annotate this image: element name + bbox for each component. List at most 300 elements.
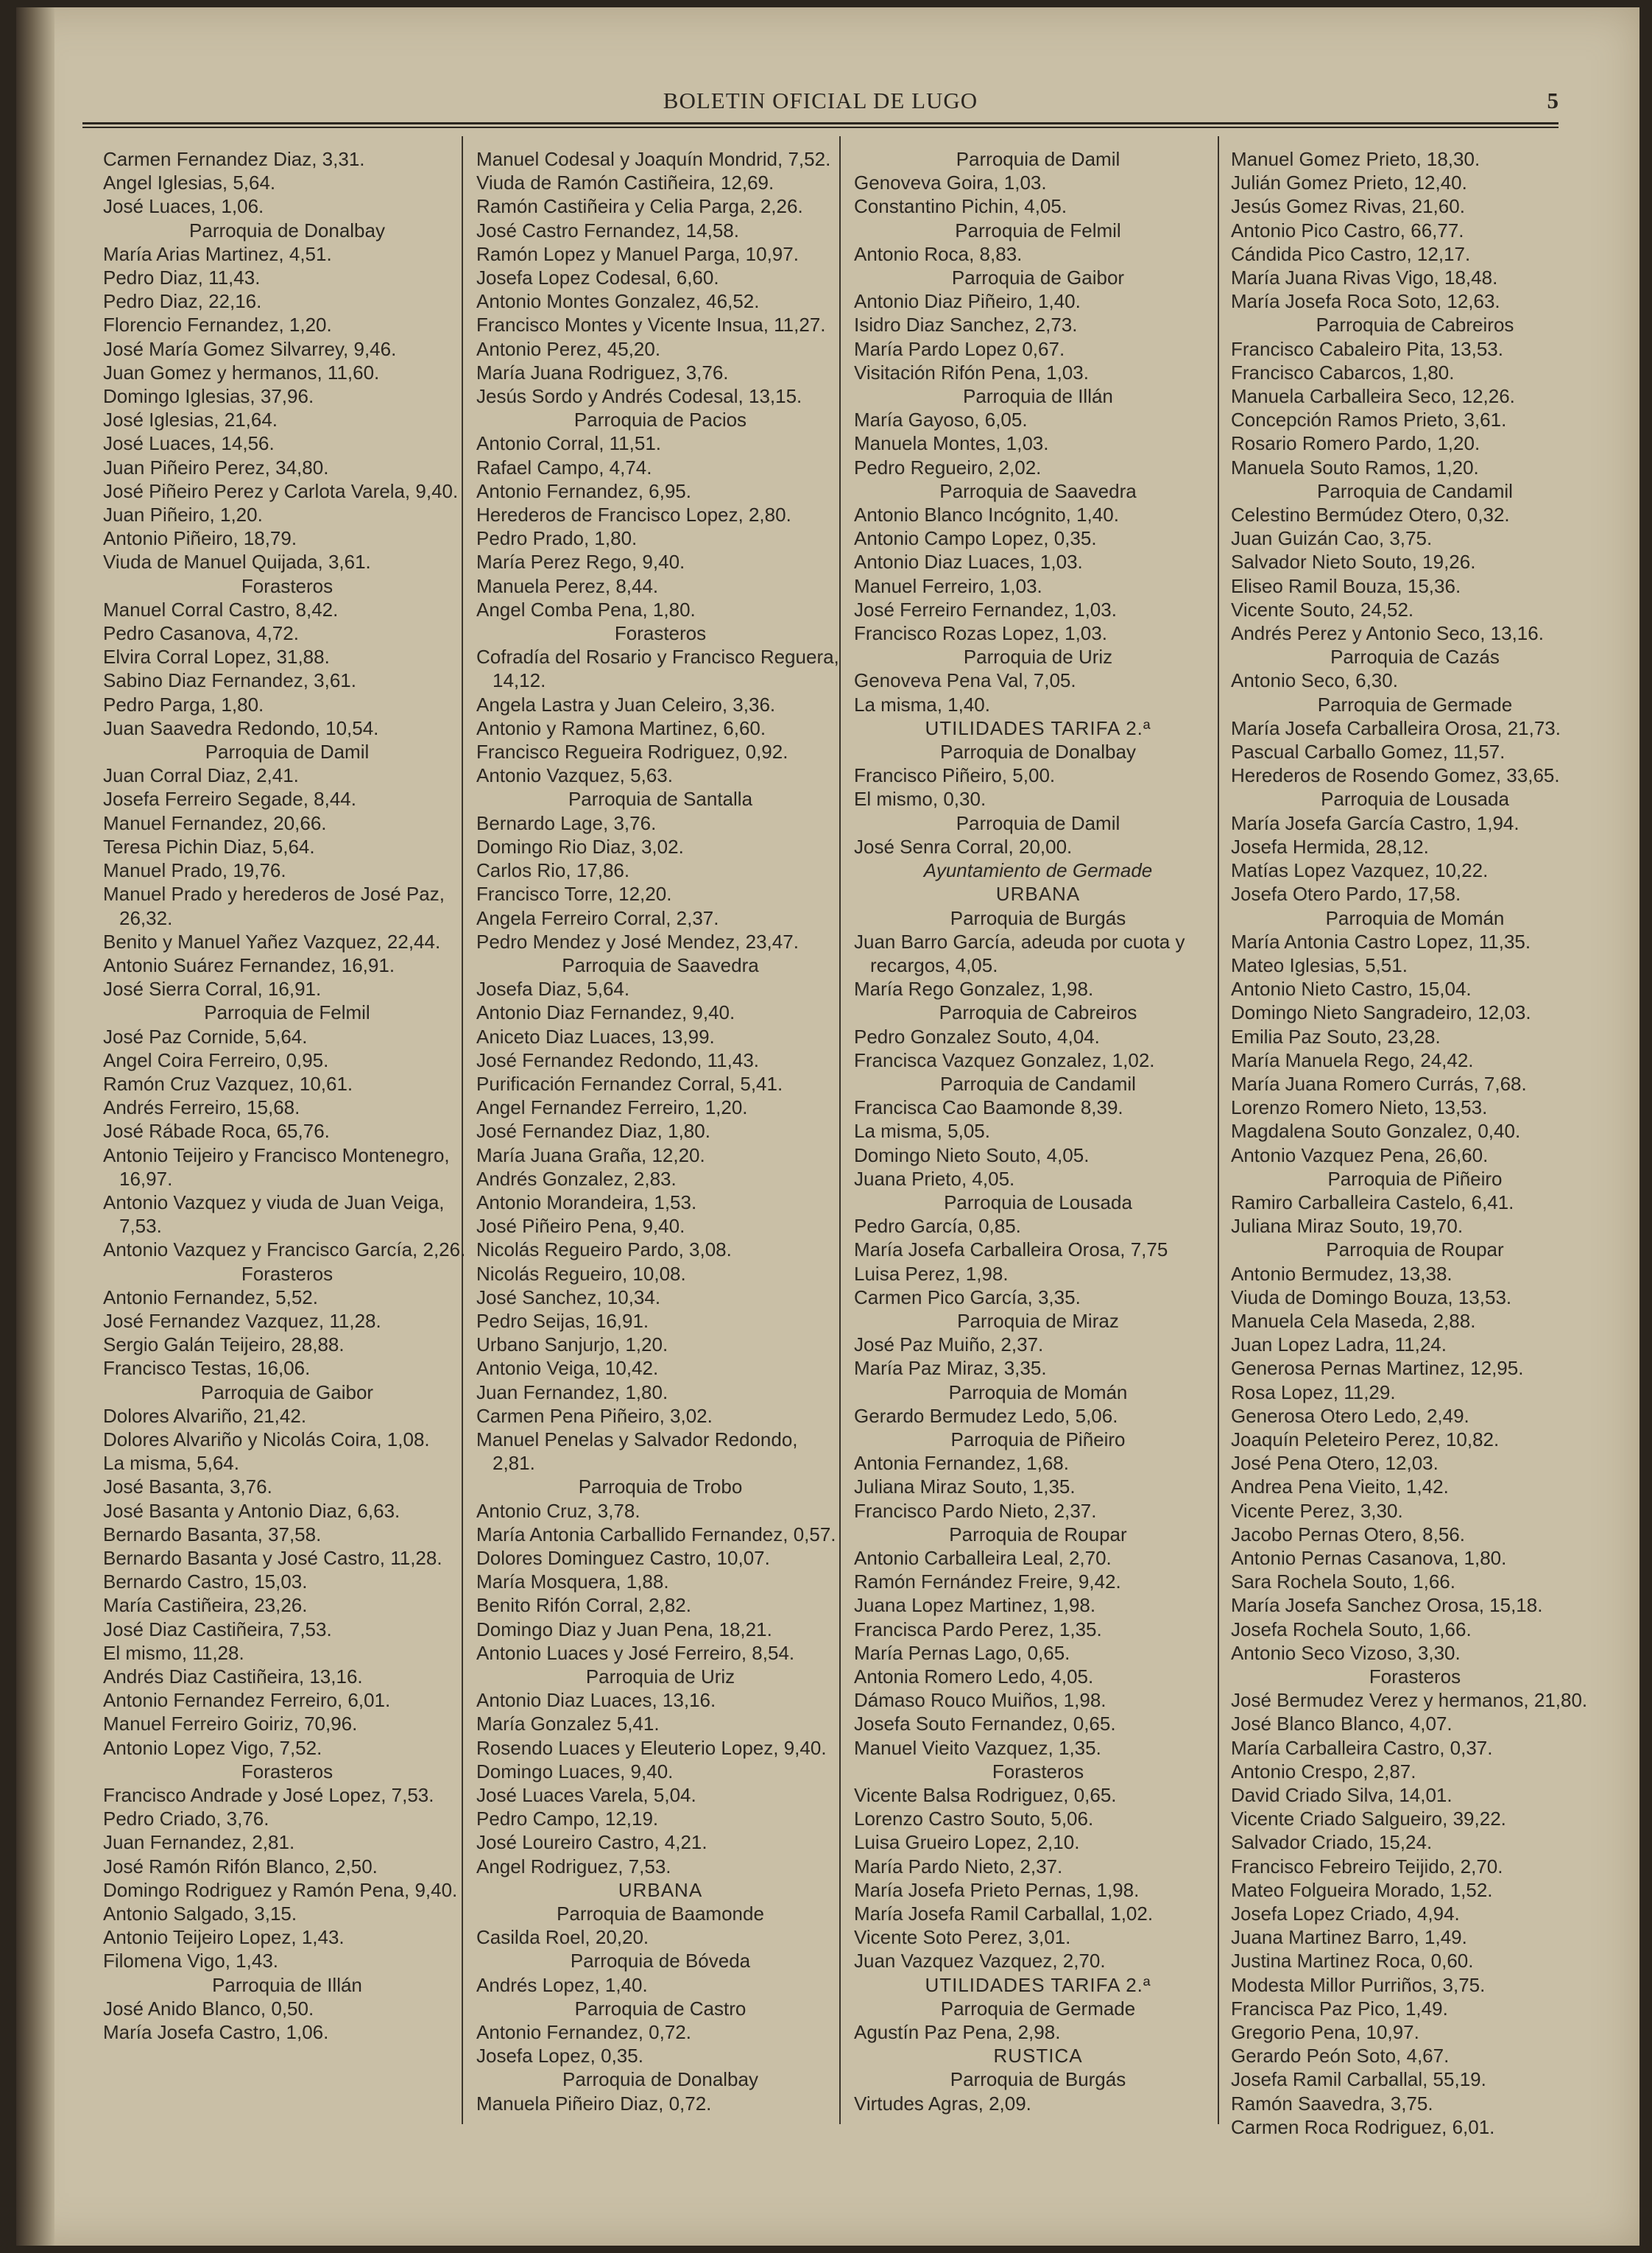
list-entry: Juan Vazquez Vazquez, 2,70.: [854, 1950, 1106, 1972]
list-entry: Juana Prieto, 4,05.: [854, 1167, 1015, 1190]
list-entry: David Criado Silva, 14,01.: [1231, 1784, 1452, 1807]
list-entry: José Luaces Varela, 5,04.: [476, 1784, 696, 1807]
list-entry: José Castro Fernandez, 14,58.: [476, 219, 739, 241]
list-entry: Francisca Cao Baamonde 8,39.: [854, 1096, 1123, 1119]
list-entry: Francisco Testas, 16,06.: [103, 1357, 311, 1380]
list-entry: Luisa Grueiro Lopez, 2,10.: [854, 1831, 1080, 1854]
list-entry: Dolores Dominguez Castro, 10,07.: [476, 1546, 770, 1569]
list-entry: Domingo Rodriguez y Ramón Pena, 9,40.: [103, 1878, 458, 1901]
list-entry: Nicolás Regueiro Pardo, 3,08.: [476, 1238, 732, 1261]
list-entry: Antonio Diaz Piñeiro, 1,40.: [854, 290, 1081, 313]
list-entry: Francisca Paz Pico, 1,49.: [1231, 1997, 1448, 2020]
list-entry: Juana Lopez Martinez, 1,98.: [854, 1594, 1096, 1617]
list-entry: Juan Fernandez, 1,80.: [476, 1381, 668, 1403]
list-entry: Andrés Lopez, 1,40.: [476, 1973, 648, 1996]
list-entry: José Rábade Roca, 65,76.: [103, 1120, 330, 1143]
section-heading: Parroquia de Roupar: [949, 1523, 1127, 1545]
section-heading: Parroquia de Cazás: [1330, 646, 1500, 669]
list-entry: Rosendo Luaces y Eleuterio Lopez, 9,40.: [476, 1736, 827, 1759]
list-entry: Antonio Bermudez, 13,38.: [1231, 1262, 1452, 1285]
list-entry: Angela Ferreiro Corral, 2,37.: [476, 906, 719, 929]
list-entry: Antonio Teijeiro y Francisco Montenegro, 16,97.: [103, 1143, 450, 1190]
text-column-2: [476, 147, 844, 2120]
list-entry: Pedro Prado, 1,80.: [476, 527, 638, 550]
list-entry: Purificación Fernandez Corral, 5,41.: [476, 1072, 783, 1095]
list-entry: Manuela Montes, 1,03.: [854, 432, 1049, 455]
list-entry: María Antonia Castro Lopez, 11,35.: [1231, 930, 1531, 953]
list-entry: Antonia Fernandez, 1,68.: [854, 1452, 1069, 1475]
list-entry: Andrea Pena Vieito, 1,42.: [1231, 1475, 1449, 1498]
list-entry: Manuel Fernandez, 20,66.: [103, 811, 327, 834]
list-entry: José Sanchez, 10,34.: [476, 1286, 661, 1308]
list-entry: Josefa Souto Fernandez, 0,65.: [854, 1713, 1116, 1735]
list-entry: Pedro Campo, 12,19.: [476, 1808, 659, 1830]
list-entry: Manuela Souto Ramos, 1,20.: [1231, 456, 1479, 479]
list-entry: María Josefa Ramil Carballal, 1,02.: [854, 1903, 1154, 1925]
list-entry: Pedro Criado, 3,76.: [103, 1808, 269, 1830]
list-entry: Antonio Perez, 45,20.: [476, 337, 661, 360]
section-heading: Forasteros: [1369, 1665, 1461, 1688]
list-entry: Pedro Mendez y José Mendez, 23,47.: [476, 930, 799, 953]
list-entry: José Anido Blanco, 0,50.: [103, 1997, 314, 2020]
list-entry: La misma, 5,05.: [854, 1120, 990, 1143]
section-heading: Forasteros: [614, 622, 707, 645]
section-heading: Parroquia de Burgás: [950, 2068, 1126, 2091]
list-entry: José Piñeiro Perez y Carlota Varela, 9,40.: [103, 479, 459, 502]
list-entry: María Juana Rodriguez, 3,76.: [476, 361, 729, 384]
list-entry: Carmen Pena Piñeiro, 3,02.: [476, 1404, 713, 1427]
list-entry: Sara Rochela Souto, 1,66.: [1231, 1570, 1455, 1593]
list-entry: José Basanta y Antonio Diaz, 6,63.: [103, 1499, 400, 1522]
list-entry: Lorenzo Romero Nieto, 13,53.: [1231, 1096, 1488, 1119]
list-entry: Gerardo Peón Soto, 4,67.: [1231, 2045, 1450, 2067]
list-entry: José María Gomez Silvarrey, 9,46.: [103, 337, 397, 360]
list-entry: José Piñeiro Pena, 9,40.: [476, 1215, 685, 1238]
section-heading: Ayuntamiento de Germade: [923, 859, 1153, 882]
section-heading: RUSTICA: [993, 2045, 1083, 2067]
list-entry: Viuda de Ramón Castiñeira, 12,69.: [476, 172, 774, 194]
list-entry: Visitación Rifón Pena, 1,03.: [854, 361, 1089, 384]
list-entry: Antonio Veiga, 10,42.: [476, 1357, 659, 1380]
list-entry: Jesús Gomez Rivas, 21,60.: [1231, 195, 1465, 218]
list-entry: Ramiro Carballeira Castelo, 6,41.: [1231, 1191, 1514, 1213]
list-entry: Genoveva Goira, 1,03.: [854, 172, 1047, 194]
list-entry: Manuel Ferreiro Goiriz, 70,96.: [103, 1713, 358, 1735]
section-heading: URBANA: [995, 883, 1081, 906]
list-entry: María Josefa García Castro, 1,94.: [1231, 811, 1519, 834]
list-entry: María Mosquera, 1,88.: [476, 1570, 669, 1593]
list-entry: Juan Lopez Ladra, 11,24.: [1231, 1333, 1447, 1356]
list-entry: Bernardo Lage, 3,76.: [476, 811, 657, 834]
list-entry: Angel Fernandez Ferreiro, 1,20.: [476, 1096, 748, 1119]
list-entry: Juan Piñeiro, 1,20.: [103, 504, 263, 526]
list-entry: José Luaces, 1,06.: [103, 195, 264, 218]
list-entry: Francisco Montes y Vicente Insua, 11,27.: [476, 314, 826, 336]
section-heading: Parroquia de Bóveda: [570, 1950, 751, 1972]
list-entry: María Juana Graña, 12,20.: [476, 1143, 705, 1166]
section-heading: Parroquia de Pacios: [573, 409, 747, 431]
section-heading: Parroquia de Donalbay: [189, 219, 385, 241]
list-entry: José Paz Cornide, 5,64.: [103, 1025, 308, 1048]
list-entry: Antonio Vazquez y Francisco García, 2,26.: [103, 1238, 466, 1261]
list-entry: Francisco Piñeiro, 5,00.: [854, 764, 1056, 787]
list-entry: Josefa Rochela Souto, 1,66.: [1231, 1618, 1472, 1640]
list-entry: José Fernandez Diaz, 1,80.: [476, 1120, 710, 1143]
list-entry: Jacobo Pernas Otero, 8,56.: [1231, 1523, 1465, 1545]
list-entry: Manuel Corral Castro, 8,42.: [103, 598, 339, 621]
list-entry: Antonio Montes Gonzalez, 46,52.: [476, 290, 760, 313]
list-entry: Josefa Lopez Codesal, 6,60.: [476, 267, 719, 289]
list-entry: Vicente Souto, 24,52.: [1231, 598, 1414, 621]
section-heading: Parroquia de Damil: [205, 741, 370, 764]
list-entry: Elvira Corral Lopez, 31,88.: [103, 646, 330, 669]
list-entry: Francisca Pardo Perez, 1,35.: [854, 1618, 1102, 1640]
list-entry: Rosario Romero Pardo, 1,20.: [1231, 432, 1480, 455]
list-entry: Francisco Regueira Rodriguez, 0,92.: [476, 741, 788, 764]
list-entry: Pedro Parga, 1,80.: [103, 693, 264, 716]
list-entry: Domingo Nieto Sangradeiro, 12,03.: [1231, 1001, 1531, 1024]
list-entry: Mateo Iglesias, 5,51.: [1231, 953, 1408, 976]
list-entry: Concepción Ramos Prieto, 3,61.: [1231, 409, 1507, 431]
list-entry: María Gonzalez 5,41.: [476, 1713, 660, 1735]
list-entry: Pedro Regueiro, 2,02.: [854, 456, 1042, 479]
list-entry: Antonio Crespo, 2,87.: [1231, 1760, 1416, 1783]
list-entry: María Pardo Nieto, 2,37.: [854, 1855, 1063, 1878]
list-entry: Antonio Teijeiro Lopez, 1,43.: [103, 1926, 345, 1949]
list-entry: Antonio Fernandez Ferreiro, 6,01.: [103, 1689, 391, 1712]
list-entry: Ramón Lopez y Manuel Parga, 10,97.: [476, 242, 799, 265]
list-entry: Antonio Nieto Castro, 15,04.: [1231, 978, 1472, 1001]
section-heading: Forasteros: [992, 1760, 1084, 1783]
list-entry: Francisco Rozas Lopez, 1,03.: [854, 622, 1107, 645]
list-entry: Bernardo Basanta, 37,58.: [103, 1523, 322, 1545]
list-entry: Pedro García, 0,85.: [854, 1215, 1021, 1238]
list-entry: Modesta Millor Purriños, 3,75.: [1231, 1973, 1486, 1996]
list-entry: José Ramón Rifón Blanco, 2,50.: [103, 1855, 378, 1878]
list-entry: Joaquín Peleteiro Perez, 10,82.: [1231, 1428, 1500, 1450]
page-binding-edge: [16, 7, 54, 2246]
list-entry: María Arias Martinez, 4,51.: [103, 242, 332, 265]
list-entry: José Fernandez Redondo, 11,43.: [476, 1048, 760, 1071]
list-entry: Bernardo Castro, 15,03.: [103, 1570, 308, 1593]
list-entry: Generosa Otero Ledo, 2,49.: [1231, 1404, 1469, 1427]
list-entry: Antonio Vazquez Pena, 26,60.: [1231, 1143, 1489, 1166]
section-heading: Parroquia de Damil: [956, 811, 1120, 834]
list-entry: Manuel Prado, 19,76.: [103, 859, 286, 882]
section-heading: UTILIDADES TARIFA 2.ª: [925, 716, 1151, 739]
list-entry: Manuela Carballeira Seco, 12,26.: [1231, 385, 1515, 408]
list-entry: Pedro Seijas, 16,91.: [476, 1309, 649, 1332]
list-entry: Celestino Bermúdez Otero, 0,32.: [1231, 504, 1510, 526]
list-entry: Juan Saavedra Redondo, 10,54.: [103, 716, 379, 739]
list-entry: María Gayoso, 6,05.: [854, 409, 1028, 431]
list-entry: Manuel Codesal y Joaquín Mondrid, 7,52.: [476, 148, 831, 170]
list-entry: María Josefa Carballeira Orosa, 21,73.: [1231, 716, 1561, 739]
list-entry: Carmen Pico García, 3,35.: [854, 1286, 1081, 1308]
list-entry: María Josefa Sanchez Orosa, 15,18.: [1231, 1594, 1543, 1617]
list-entry: Antonio Pico Castro, 66,77.: [1231, 219, 1464, 241]
list-entry: María Perez Rego, 9,40.: [476, 551, 685, 574]
list-entry: Josefa Diaz, 5,64.: [476, 978, 630, 1001]
section-heading: Parroquia de Candamil: [940, 1072, 1136, 1095]
list-entry: Sergio Galán Teijeiro, 28,88.: [103, 1333, 345, 1356]
section-heading: Parroquia de Santalla: [568, 788, 753, 811]
section-heading: Parroquia de Piñeiro: [950, 1428, 1126, 1450]
section-heading: Parroquia de Baamonde: [557, 1903, 764, 1925]
page-header: [82, 85, 1559, 117]
section-heading: Forasteros: [241, 1760, 333, 1783]
section-heading: Parroquia de Piñeiro: [1327, 1167, 1503, 1190]
list-entry: María Castiñeira, 23,26.: [103, 1594, 308, 1617]
list-entry: Angel Iglesias, 5,64.: [103, 172, 276, 194]
list-entry: Josefa Hermida, 28,12.: [1231, 835, 1429, 858]
list-entry: José Loureiro Castro, 4,21.: [476, 1831, 707, 1854]
list-entry: Antonia Romero Ledo, 4,05.: [854, 1665, 1094, 1688]
list-entry: Josefa Ramil Carballal, 55,19.: [1231, 2068, 1486, 2091]
page-number: 5: [1547, 88, 1559, 113]
section-heading: Parroquia de Donalbay: [940, 741, 1136, 764]
list-entry: Dámaso Rouco Muiños, 1,98.: [854, 1689, 1106, 1712]
list-entry: Ramón Fernández Freire, 9,42.: [854, 1570, 1121, 1593]
section-heading: Parroquia de Gaibor: [200, 1381, 374, 1403]
section-heading: Parroquia de Cabreiros: [1316, 314, 1514, 336]
list-entry: Juan Corral Diaz, 2,41.: [103, 764, 299, 787]
list-entry: Antonio Blanco Incógnito, 1,40.: [854, 504, 1119, 526]
list-entry: Herederos de Francisco Lopez, 2,80.: [476, 504, 791, 526]
list-entry: María Paz Miraz, 3,35.: [854, 1357, 1047, 1380]
list-entry: Antonio Lopez Vigo, 7,52.: [103, 1736, 322, 1759]
list-entry: Casilda Roel, 20,20.: [476, 1926, 649, 1949]
section-heading: Parroquia de Damil: [956, 148, 1120, 170]
list-entry: María Juana Rivas Vigo, 18,48.: [1231, 267, 1498, 289]
list-entry: Josefa Lopez Criado, 4,94.: [1231, 1903, 1460, 1925]
list-entry: Filomena Vigo, 1,43.: [103, 1950, 278, 1972]
list-entry: Aniceto Diaz Luaces, 13,99.: [476, 1025, 715, 1048]
list-entry: Matías Lopez Vazquez, 10,22.: [1231, 859, 1489, 882]
list-entry: Cándida Pico Castro, 12,17.: [1231, 242, 1471, 265]
list-entry: Jesús Sordo y Andrés Codesal, 13,15.: [476, 385, 802, 408]
section-heading: Forasteros: [241, 574, 333, 597]
list-entry: Gregorio Pena, 10,97.: [1231, 2021, 1419, 2044]
list-entry: Pedro Diaz, 11,43.: [103, 267, 261, 289]
list-entry: Lorenzo Castro Souto, 5,06.: [854, 1808, 1094, 1830]
list-entry: Andrés Gonzalez, 2,83.: [476, 1167, 677, 1190]
newspaper-page: [16, 7, 1639, 2246]
list-entry: Herederos de Rosendo Gomez, 33,65.: [1231, 764, 1560, 787]
list-entry: José Blanco Blanco, 4,07.: [1231, 1713, 1452, 1735]
list-entry: Salvador Criado, 15,24.: [1231, 1831, 1433, 1854]
list-entry: Antonio Fernandez, 5,52.: [103, 1286, 318, 1308]
list-entry: Antonio Vazquez, 5,63.: [476, 764, 673, 787]
list-entry: Antonio Luaces y José Ferreiro, 8,54.: [476, 1641, 795, 1664]
list-entry: Pedro Diaz, 22,16.: [103, 290, 262, 313]
section-heading: UTILIDADES TARIFA 2.ª: [925, 1973, 1151, 1996]
list-entry: Francisco Febreiro Teijido, 2,70.: [1231, 1855, 1503, 1878]
header-rule: [82, 122, 1559, 124]
list-entry: Ramón Saavedra, 3,75.: [1231, 2092, 1433, 2115]
section-heading: Parroquia de Gaibor: [951, 267, 1125, 289]
section-heading: URBANA: [618, 1878, 703, 1901]
list-entry: Juan Gomez y hermanos, 11,60.: [103, 361, 380, 384]
list-entry: Francisco Torre, 12,20.: [476, 883, 672, 906]
list-entry: María Pernas Lago, 0,65.: [854, 1641, 1070, 1664]
list-entry: María Juana Romero Currás, 7,68.: [1231, 1072, 1527, 1095]
text-column-3: [854, 147, 1222, 2120]
list-entry: María Pardo Lopez 0,67.: [854, 337, 1065, 360]
list-entry: Antonio Campo Lopez, 0,35.: [854, 527, 1097, 550]
list-entry: Genoveva Pena Val, 7,05.: [854, 669, 1076, 692]
section-heading: Parroquia de Donalbay: [562, 2068, 758, 2091]
section-heading: Parroquia de Lousada: [1321, 788, 1509, 811]
list-entry: Juliana Miraz Souto, 1,35.: [854, 1475, 1076, 1498]
list-entry: Dolores Alvariño, 21,42.: [103, 1404, 307, 1427]
list-entry: María Rego Gonzalez, 1,98.: [854, 978, 1094, 1001]
list-entry: Juan Piñeiro Perez, 34,80.: [103, 456, 329, 479]
list-entry: Domingo Luaces, 9,40.: [476, 1760, 674, 1783]
list-entry: Francisco Cabarcos, 1,80.: [1231, 361, 1455, 384]
list-entry: Antonio Salgado, 3,15.: [103, 1903, 297, 1925]
section-heading: Parroquia de Burgás: [950, 906, 1126, 929]
list-entry: Julián Gomez Prieto, 12,40.: [1231, 172, 1467, 194]
list-entry: Juana Martinez Barro, 1,49.: [1231, 1926, 1467, 1949]
list-entry: Antonio Cruz, 3,78.: [476, 1499, 640, 1522]
text-column-4: [1231, 147, 1599, 2138]
section-heading: Parroquia de Trobo: [578, 1475, 743, 1498]
list-entry: Juan Fernandez, 2,81.: [103, 1831, 295, 1854]
list-entry: Antonio Morandeira, 1,53.: [476, 1191, 697, 1213]
list-entry: Andrés Perez y Antonio Seco, 13,16.: [1231, 622, 1544, 645]
list-entry: Mateo Folgueira Morado, 1,52.: [1231, 1878, 1493, 1901]
list-entry: Eliseo Ramil Bouza, 15,36.: [1231, 574, 1461, 597]
list-entry: Angel Coira Ferreiro, 0,95.: [103, 1048, 329, 1071]
list-entry: Teresa Pichin Diaz, 5,64.: [103, 835, 315, 858]
list-entry: Antonio Suárez Fernandez, 16,91.: [103, 953, 395, 976]
list-entry: José Pena Otero, 12,03.: [1231, 1452, 1439, 1475]
list-entry: Josefa Lopez, 0,35.: [476, 2045, 643, 2067]
section-heading: Parroquia de Germade: [940, 1997, 1136, 2020]
list-entry: Ramón Cruz Vazquez, 10,61.: [103, 1072, 353, 1095]
list-entry: José Sierra Corral, 16,91.: [103, 978, 322, 1001]
list-entry: Vicente Balsa Rodriguez, 0,65.: [854, 1784, 1117, 1807]
section-heading: Parroquia de Momán: [948, 1381, 1128, 1403]
list-entry: José Bermudez Verez y hermanos, 21,80.: [1231, 1689, 1588, 1712]
list-entry: Angela Lastra y Juan Celeiro, 3,36.: [476, 693, 776, 716]
list-entry: Domingo Diaz y Juan Pena, 18,21.: [476, 1618, 772, 1640]
list-entry: Florencio Fernandez, 1,20.: [103, 314, 332, 336]
list-entry: Manuel Prado y herederos de José Paz, 26,32.: [103, 883, 445, 929]
list-entry: Manuel Ferreiro, 1,03.: [854, 574, 1042, 597]
list-entry: Sabino Diaz Fernandez, 3,61.: [103, 669, 356, 692]
list-entry: Domingo Rio Diaz, 3,02.: [476, 835, 684, 858]
list-entry: Antonio Roca, 8,83.: [854, 242, 1023, 265]
list-entry: María Josefa Prieto Pernas, 1,98.: [854, 1878, 1140, 1901]
section-heading: Parroquia de Miraz: [957, 1309, 1119, 1332]
list-entry: Josefa Ferreiro Segade, 8,44.: [103, 788, 356, 811]
list-entry: Virtudes Agras, 2,09.: [854, 2092, 1031, 2115]
list-entry: Carmen Fernandez Diaz, 3,31.: [103, 148, 365, 170]
list-entry: Manuela Cela Maseda, 2,88.: [1231, 1309, 1476, 1332]
list-entry: Isidro Diaz Sanchez, 2,73.: [854, 314, 1078, 336]
list-entry: Gerardo Bermudez Ledo, 5,06.: [854, 1404, 1118, 1427]
list-entry: Justina Martinez Roca, 0,60.: [1231, 1950, 1474, 1972]
list-entry: Agustín Paz Pena, 2,98.: [854, 2021, 1061, 2044]
section-heading: Parroquia de Lousada: [944, 1191, 1132, 1213]
list-entry: Antonio y Ramona Martinez, 6,60.: [476, 716, 766, 739]
list-entry: Cofradía del Rosario y Francisco Reguera, 14,12.: [476, 646, 839, 692]
list-entry: Antonio Carballeira Leal, 2,70.: [854, 1546, 1112, 1569]
list-entry: José Luaces, 14,56.: [103, 432, 275, 455]
list-entry: Manuela Perez, 8,44.: [476, 574, 659, 597]
list-entry: Domingo Nieto Souto, 4,05.: [854, 1143, 1090, 1166]
list-entry: Generosa Pernas Martinez, 12,95.: [1231, 1357, 1524, 1380]
list-entry: Viuda de Domingo Bouza, 13,53.: [1231, 1286, 1512, 1308]
section-heading: Parroquia de Momán: [1325, 906, 1505, 929]
list-entry: María Carballeira Castro, 0,37.: [1231, 1736, 1493, 1759]
list-entry: Carmen Roca Rodriguez, 6,01.: [1231, 2115, 1495, 2138]
list-entry: Vicente Perez, 3,30.: [1231, 1499, 1403, 1522]
section-heading: Parroquia de Felmil: [955, 219, 1121, 241]
list-entry: José Fernandez Vazquez, 11,28.: [103, 1309, 381, 1332]
list-entry: Rosa Lopez, 11,29.: [1231, 1381, 1396, 1403]
list-entry: Juan Barro García, adeuda por cuota y recargos, 4,05.: [854, 930, 1185, 976]
list-entry: Benito y Manuel Yañez Vazquez, 22,44.: [103, 930, 441, 953]
section-heading: Parroquia de Felmil: [204, 1001, 370, 1024]
list-entry: María Antonia Carballido Fernandez, 0,57.: [476, 1523, 836, 1545]
list-entry: José Ferreiro Fernandez, 1,03.: [854, 598, 1117, 621]
list-entry: Antonio Diaz Luaces, 1,03.: [854, 551, 1083, 574]
list-entry: José Paz Muiño, 2,37.: [854, 1333, 1044, 1356]
list-entry: La misma, 5,64.: [103, 1452, 239, 1475]
list-entry: Dolores Alvariño y Nicolás Coira, 1,08.: [103, 1428, 430, 1450]
list-entry: Angel Comba Pena, 1,80.: [476, 598, 696, 621]
list-entry: Urbano Sanjurjo, 1,20.: [476, 1333, 668, 1356]
list-entry: José Basanta, 3,76.: [103, 1475, 272, 1498]
list-entry: Antonio Vazquez y viuda de Juan Veiga, 7,53.: [103, 1191, 445, 1238]
list-entry: Francisco Pardo Nieto, 2,37.: [854, 1499, 1097, 1522]
list-entry: Manuela Piñeiro Diaz, 0,72.: [476, 2092, 712, 2115]
list-entry: El mismo, 11,28.: [103, 1641, 244, 1664]
list-entry: Francisco Cabaleiro Pita, 13,53.: [1231, 337, 1503, 360]
section-heading: Parroquia de Illán: [212, 1973, 362, 1996]
list-entry: Manuel Vieito Vazquez, 1,35.: [854, 1736, 1101, 1759]
list-entry: María Manuela Rego, 24,42.: [1231, 1048, 1474, 1071]
list-entry: Andrés Diaz Castiñeira, 13,16.: [103, 1665, 363, 1688]
list-entry: Manuel Gomez Prieto, 18,30.: [1231, 148, 1480, 170]
list-entry: Pascual Carballo Gomez, 11,57.: [1231, 741, 1505, 764]
section-heading: Parroquia de Uriz: [963, 646, 1113, 669]
list-entry: Carlos Rio, 17,86.: [476, 859, 630, 882]
list-entry: José Diaz Castiñeira, 7,53.: [103, 1618, 332, 1640]
list-entry: Magdalena Souto Gonzalez, 0,40.: [1231, 1120, 1521, 1143]
list-entry: Antonio Fernandez, 6,95.: [476, 479, 691, 502]
list-entry: Andrés Ferreiro, 15,68.: [103, 1096, 300, 1119]
section-heading: Parroquia de Uriz: [585, 1665, 735, 1688]
section-heading: Parroquia de Candamil: [1317, 479, 1513, 502]
list-entry: Benito Rifón Corral, 2,82.: [476, 1594, 691, 1617]
list-entry: Pedro Gonzalez Souto, 4,04.: [854, 1025, 1100, 1048]
section-heading: Parroquia de Illán: [963, 385, 1113, 408]
section-heading: Parroquia de Saavedra: [939, 479, 1137, 502]
list-entry: Antonio Seco, 6,30.: [1231, 669, 1398, 692]
section-heading: Parroquia de Cabreiros: [939, 1001, 1137, 1024]
list-entry: Antonio Seco Vizoso, 3,30.: [1231, 1641, 1461, 1664]
list-entry: Josefa Otero Pardo, 17,58.: [1231, 883, 1461, 906]
header-rule-secondary: [82, 127, 1559, 128]
list-entry: Francisco Andrade y José Lopez, 7,53.: [103, 1784, 434, 1807]
list-entry: Antonio Diaz Fernandez, 9,40.: [476, 1001, 735, 1024]
list-entry: Francisca Vazquez Gonzalez, 1,02.: [854, 1048, 1155, 1071]
list-entry: Rafael Campo, 4,74.: [476, 456, 652, 479]
